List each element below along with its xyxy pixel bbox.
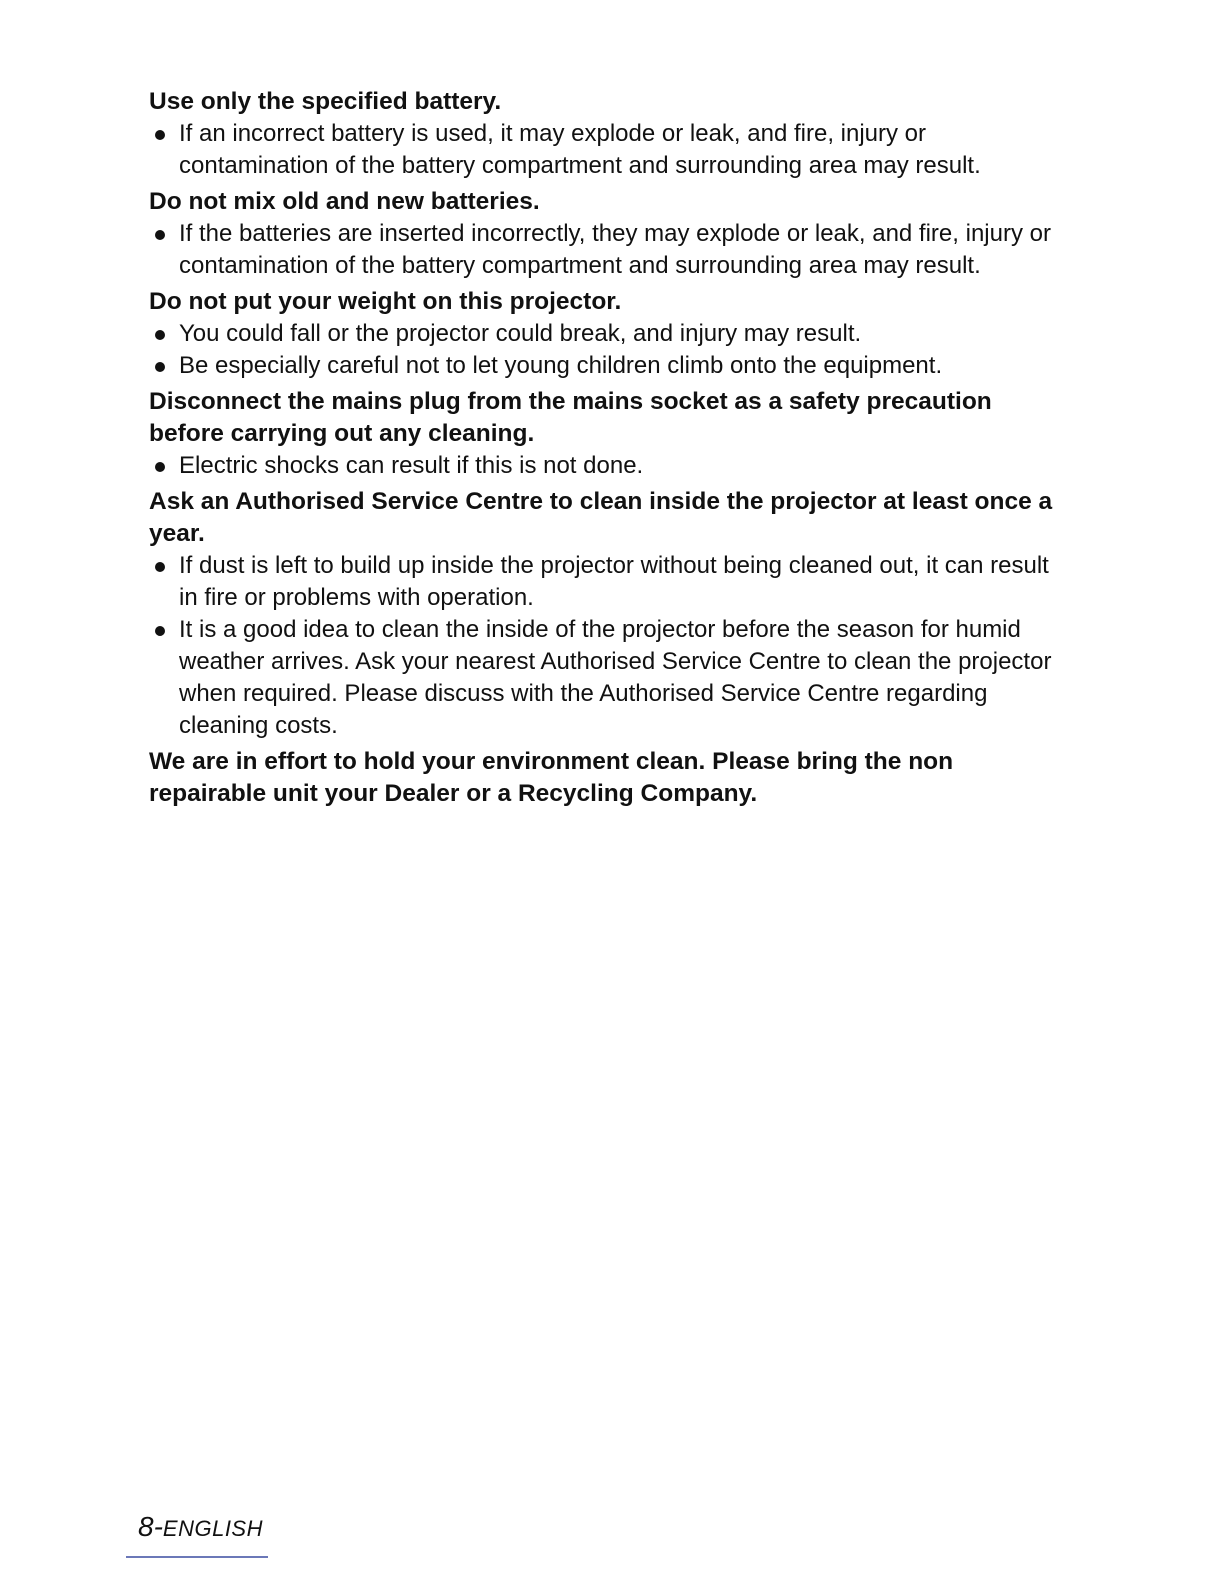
page-footer [138, 1510, 263, 1546]
footer-divider [126, 1556, 268, 1558]
bullet-icon [155, 562, 165, 572]
bullet-text: If an incorrect battery is used, it may explode or leak, and fire, injury or contamination of the battery compartment and surrounding area may result. [179, 120, 981, 179]
section-heading: Disconnect the mains plug from the mains socket as a safety precaution before carrying out any cleaning. [149, 388, 992, 447]
bullet-item [149, 350, 1059, 382]
bullet-item [149, 318, 1059, 350]
bullet-list [149, 450, 1059, 482]
bullet-list [149, 218, 1059, 282]
section-heading: Do not put your weight on this projector. [149, 288, 622, 315]
bullet-list [149, 550, 1059, 742]
bullet-icon [155, 330, 165, 340]
bullet-icon [155, 626, 165, 636]
page-number: 8- [138, 1511, 163, 1542]
section-environment [149, 742, 1059, 810]
bullet-item [149, 450, 1059, 482]
bullet-item [149, 218, 1059, 282]
bullet-text: It is a good idea to clean the inside of the projector before the season for humid weather arrives. Ask your nearest Authorised Service Centre to clean the projector when required. Please discuss with the Authorised Service Centre regarding cleaning costs. [179, 616, 1052, 739]
bullet-item [149, 118, 1059, 182]
section-heading: Do not mix old and new batteries. [149, 188, 540, 215]
bullet-list [149, 118, 1059, 182]
bullet-icon [155, 362, 165, 372]
bullet-text: Be especially careful not to let young children climb onto the equipment. [179, 352, 943, 379]
section-battery-type [149, 82, 1059, 182]
section-heading: We are in effort to hold your environment clean. Please bring the non repairable unit your Dealer or a Recycling Company. [149, 748, 954, 807]
section-weight [149, 282, 1059, 382]
bullet-text: If dust is left to build up inside the projector without being cleaned out, it can result in fire or problems with operation. [179, 552, 1049, 611]
bullet-text: If the batteries are inserted incorrectly, they may explode or leak, and fire, injury or contamination of the battery compartment and surrounding area may result. [179, 220, 1051, 279]
section-mixed-batteries [149, 182, 1059, 282]
section-annual-cleaning [149, 482, 1059, 742]
section-heading: Use only the specified battery. [149, 88, 502, 115]
bullet-icon [155, 462, 165, 472]
bullet-item [149, 550, 1059, 614]
bullet-list [149, 318, 1059, 382]
bullet-icon [155, 230, 165, 240]
document-body [149, 82, 1059, 810]
bullet-item [149, 614, 1059, 742]
section-heading: Ask an Authorised Service Centre to clean inside the projector at least once a year. [149, 488, 1053, 547]
bullet-icon [155, 130, 165, 140]
bullet-text: You could fall or the projector could break, and injury may result. [179, 320, 862, 347]
bullet-text: Electric shocks can result if this is not done. [179, 452, 644, 479]
section-disconnect-plug [149, 382, 1059, 482]
language-label: ENGLISH [162, 1516, 263, 1541]
